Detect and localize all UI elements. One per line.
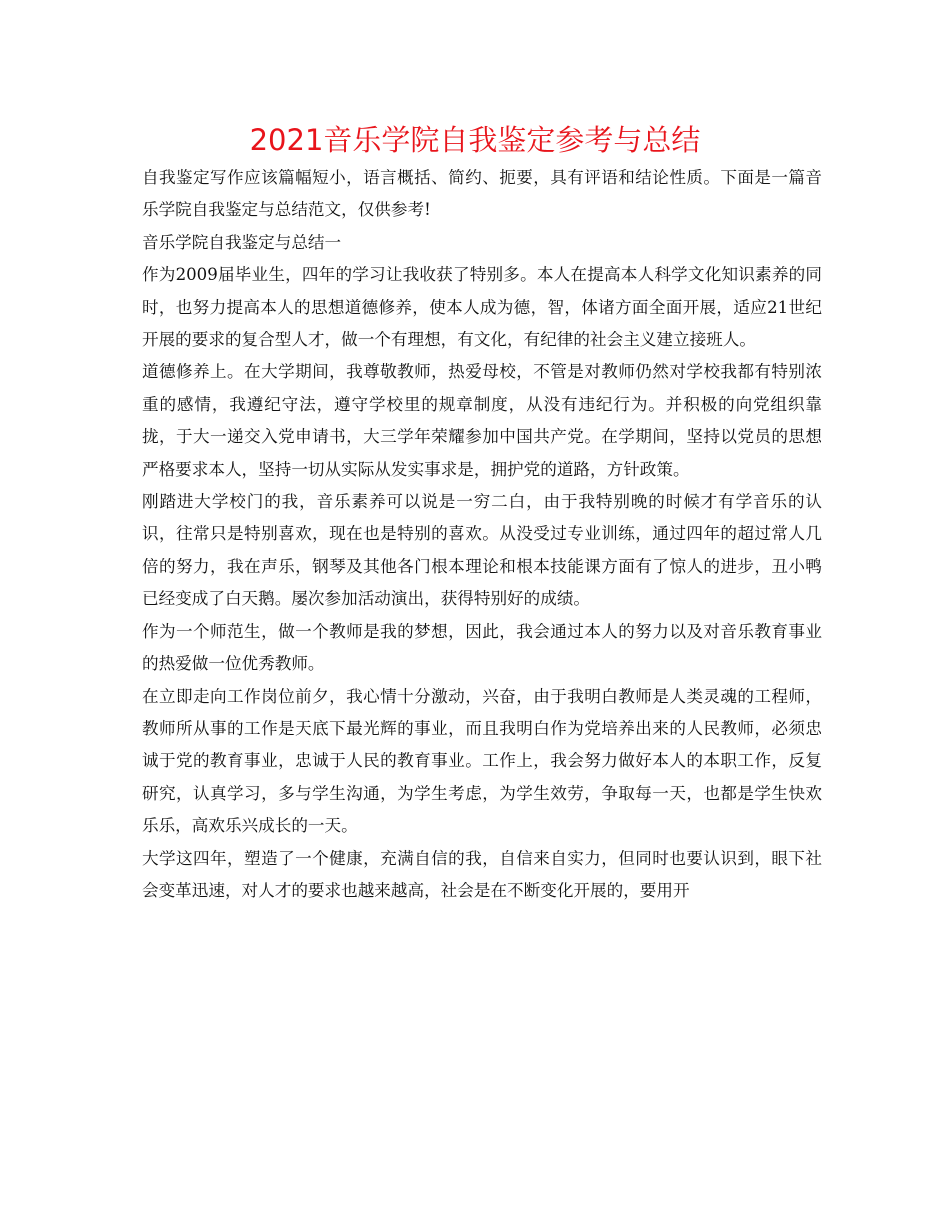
paragraph: 道德修养上。在大学期间，我尊敬教师，热爱母校，不管是对教师仍然对学校我都有特别浓重的感情，我遵纪守法，遵守学校里的规章制度，从没有违纪行为。并积极的向党组织靠拢，于大一递交入党申请书，大三学年荣耀参加中国共产党。在学期间，坚持以党员的思想严格要求本人，坚持一切从实际从发实事求是，拥护党的道路，方针政策。 bbox=[142, 362, 822, 479]
section-heading: 音乐学院自我鉴定与总结一 bbox=[142, 232, 342, 252]
document-body bbox=[142, 162, 822, 907]
paragraph: 在立即走向工作岗位前夕，我心情十分激动，兴奋，由于我明白教师是人类灵魂的工程师，教师所从事的工作是天底下最光辉的事业，而且我明白作为党培养出来的人民教师，必须忠诚于党的教育事业，忠诚于人民的教育事业。工作上，我会努力做好本人的本职工作，反复研究，认真学习，多与学生沟通，为学生考虑，为学生效劳，争取每一天，也都是学生快欢乐乐，高欢乐兴成长的一天。 bbox=[142, 686, 822, 836]
paragraph: 大学这四年，塑造了一个健康，充满自信的我，自信来自实力，但同时也要认识到，眼下社会变革迅速，对人才的要求也越来越高，社会是在不断变化开展的，要用开 bbox=[142, 848, 822, 900]
paragraph: 作为2009届毕业生，四年的学习让我收获了特别多。本人在提高本人科学文化知识素养的同时，也努力提高本人的思想道德修养，使本人成为德，智，体诸方面全面开展，适应21世纪开展的要求的复合型人才，做一个有理想，有文化，有纪律的社会主义建立接班人。 bbox=[142, 265, 822, 350]
document-title: 2021音乐学院自我鉴定参考与总结 bbox=[249, 123, 701, 157]
paragraph: 刚踏进大学校门的我，音乐素养可以说是一穷二白，由于我特别晚的时候才有学音乐的认识，往常只是特别喜欢，现在也是特别的喜欢。从没受过专业训练，通过四年的超过常人几倍的努力，我在声乐，钢琴及其他各门根本理论和根本技能课方面有了惊人的进步，丑小鸭已经变成了白天鹅。屡次参加活动演出，获得特别好的成绩。 bbox=[142, 492, 822, 609]
paragraph-intro: 自我鉴定写作应该篇幅短小，语言概括、简约、扼要，具有评语和结论性质。下面是一篇音乐学院自我鉴定与总结范文，仅供参考! bbox=[142, 168, 822, 220]
paragraph: 作为一个师范生，做一个教师是我的梦想，因此，我会通过本人的努力以及对音乐教育事业的热爱做一位优秀教师。 bbox=[142, 621, 822, 674]
